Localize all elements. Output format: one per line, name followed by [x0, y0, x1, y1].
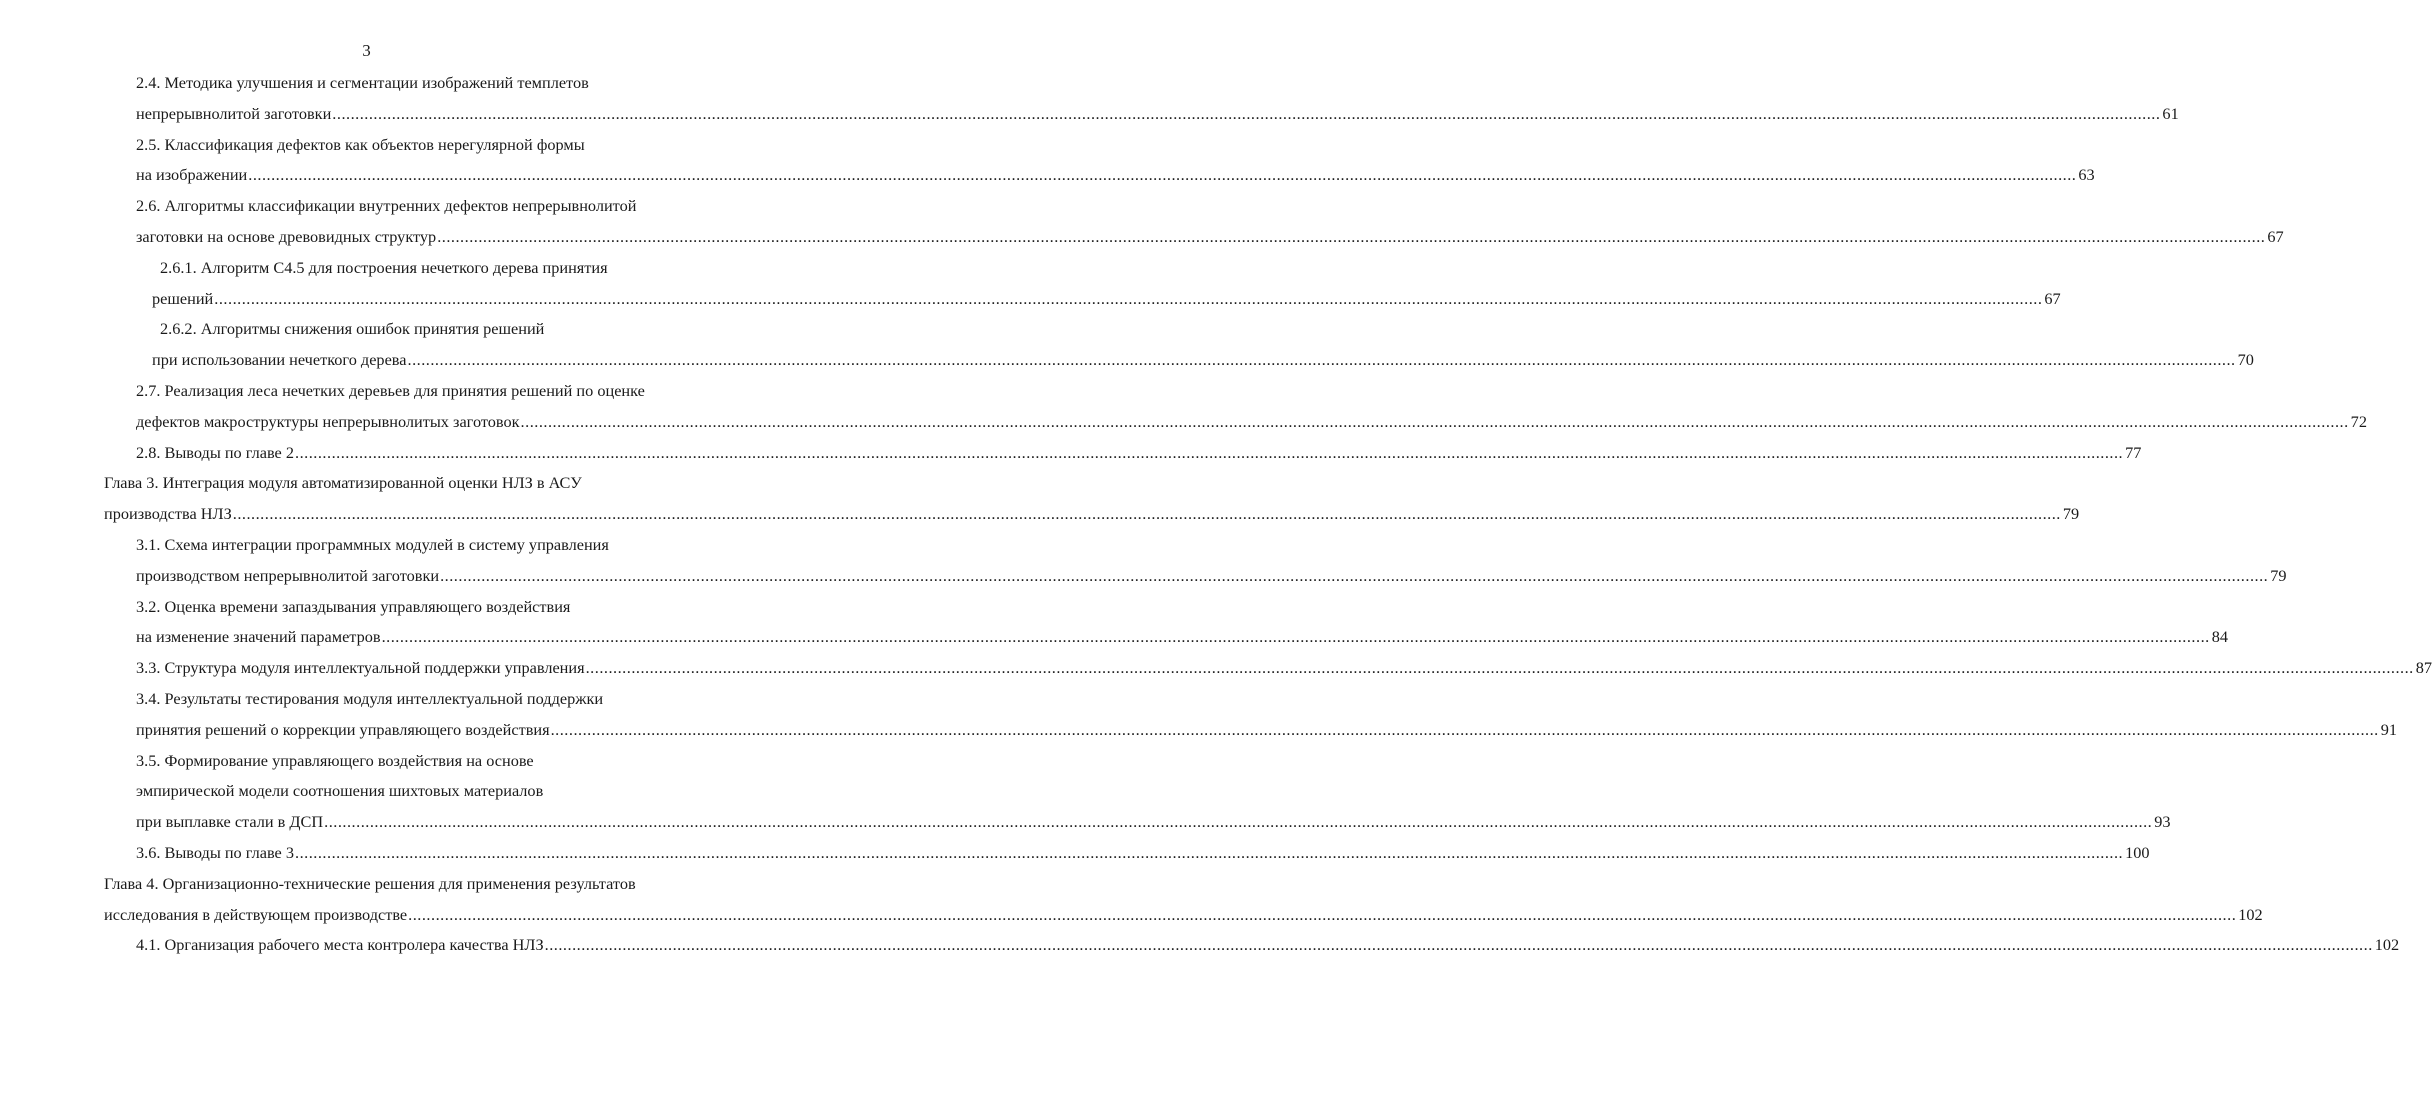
- toc-entry[interactable]: [0, 530, 2287, 592]
- toc-entry[interactable]: [0, 468, 2080, 530]
- toc-entry[interactable]: [0, 253, 2061, 315]
- toc-entry[interactable]: [0, 376, 2367, 438]
- toc-entry[interactable]: [0, 191, 2284, 253]
- toc-entry-title: эмпирической модели соотношения шихтовых материалов: [136, 781, 544, 801]
- toc-page-number: 91: [2380, 719, 2397, 739]
- toc-entry-title: 2.7. Реализация леса нечетких деревьев для принятия решений по оценке: [136, 380, 645, 400]
- toc-entry-title: 3.3. Структура модуля интеллектуальной поддержки управления: [136, 658, 585, 678]
- dot-leader: ................................................................................................................................................................................................................................................................................................................................................................................................................: [520, 411, 2349, 431]
- toc-entry-title: при использовании нечеткого дерева: [152, 350, 407, 370]
- toc-entry[interactable]: [0, 930, 2400, 961]
- dot-leader: ................................................................................................................................................................................................................................................................................................................................................................................................................: [214, 288, 2043, 308]
- toc-entry-title: 2.8. Выводы по главе 2: [136, 442, 294, 462]
- toc-page-number: 102: [2238, 904, 2263, 924]
- toc-entry-title: решений: [152, 288, 214, 308]
- toc-entry-title: принятия решений о коррекции управляющего воздействия: [136, 719, 550, 739]
- toc-entry-title: 2.4. Методика улучшения и сегментации изображений темплетов: [136, 73, 589, 92]
- toc-page-number: 93: [2154, 812, 2171, 832]
- toc-page-number: 79: [2062, 504, 2080, 524]
- dot-leader: ................................................................................................................................................................................................................................................................................................................................................................................................................: [408, 904, 2237, 924]
- toc-entry[interactable]: [0, 314, 2254, 376]
- toc-entry-title: производством непрерывнолитой заготовки: [136, 565, 440, 585]
- toc-entry[interactable]: [0, 746, 2171, 838]
- toc-entry[interactable]: [0, 592, 2228, 654]
- dot-leader: ................................................................................................................................................................................................................................................................................................................................................................................................................: [295, 442, 2124, 462]
- toc-entry[interactable]: [0, 438, 2142, 469]
- toc-entry-title: 2.6. Алгоритмы классификации внутренних дефектов непрерывнолитой: [136, 196, 637, 216]
- toc-entry-title: заготовки на основе древовидных структур: [136, 226, 437, 246]
- toc-entry-title: 4.1. Организация рабочего места контролера качества НЛЗ: [136, 935, 544, 955]
- dot-leader: ................................................................................................................................................................................................................................................................................................................................................................................................................: [248, 165, 2077, 185]
- toc-entry-title: 3.5. Формирование управляющего воздействия на основе: [136, 750, 534, 770]
- dot-leader: ................................................................................................................................................................................................................................................................................................................................................................................................................: [407, 350, 2236, 370]
- dot-leader: ................................................................................................................................................................................................................................................................................................................................................................................................................: [585, 658, 2414, 678]
- toc-page-number: 67: [2267, 226, 2284, 246]
- dot-leader: ................................................................................................................................................................................................................................................................................................................................................................................................................: [437, 226, 2266, 246]
- toc-entry[interactable]: [0, 684, 2397, 746]
- toc-page-number: 61: [2162, 103, 2179, 123]
- toc-entry[interactable]: [0, 130, 2095, 192]
- table-of-contents: [0, 68, 2432, 961]
- toc-page-number: 77: [2125, 442, 2142, 462]
- toc-page-number: 70: [2237, 350, 2254, 370]
- toc-entry-title: 2.5. Классификация дефектов как объектов нерегулярной формы: [136, 134, 585, 154]
- toc-page-number: 72: [2350, 411, 2367, 431]
- toc-entry-title: 3.2. Оценка времени запаздывания управляющего воздействия: [136, 596, 571, 616]
- toc-page-number: 63: [2078, 165, 2095, 185]
- page-number: 3: [362, 41, 371, 60]
- dot-leader: ................................................................................................................................................................................................................................................................................................................................................................................................................: [324, 812, 2153, 832]
- toc-entry-title: непрерывнолитой заготовки: [136, 103, 332, 123]
- toc-page-number: 79: [2270, 565, 2287, 585]
- toc-entry[interactable]: [0, 838, 2150, 869]
- toc-entry-title: при выплавке стали в ДСП: [136, 812, 324, 832]
- toc-entry-title: 2.6.2. Алгоритмы снижения ошибок принятия решений: [160, 319, 545, 339]
- toc-entry-title: производства НЛЗ: [104, 504, 232, 524]
- toc-entry-title: Глава 4. Организационно-технические решения для применения результатов: [104, 873, 636, 893]
- toc-entry-title: 3.1. Схема интеграции программных модулей в систему управления: [136, 534, 609, 554]
- dot-leader: ................................................................................................................................................................................................................................................................................................................................................................................................................: [550, 719, 2379, 739]
- dot-leader: ................................................................................................................................................................................................................................................................................................................................................................................................................: [440, 565, 2269, 585]
- toc-entry[interactable]: [0, 653, 2432, 684]
- dot-leader: ................................................................................................................................................................................................................................................................................................................................................................................................................: [295, 842, 2124, 862]
- toc-entry-title: 3.4. Результаты тестирования модуля интеллектуальной поддержки: [136, 688, 604, 708]
- toc-page-number: 102: [2374, 935, 2400, 955]
- toc-page-number: 100: [2125, 842, 2150, 862]
- toc-entry[interactable]: [0, 869, 2263, 931]
- toc-page-number: 84: [2211, 627, 2228, 647]
- toc-entry-title: исследования в действующем производстве: [104, 904, 408, 924]
- dot-leader: ................................................................................................................................................................................................................................................................................................................................................................................................................: [332, 103, 2161, 123]
- dot-leader: ................................................................................................................................................................................................................................................................................................................................................................................................................: [232, 504, 2061, 524]
- dot-leader: ................................................................................................................................................................................................................................................................................................................................................................................................................: [381, 627, 2210, 647]
- toc-entry-title: на изменение значений параметров: [136, 627, 381, 647]
- dot-leader: ................................................................................................................................................................................................................................................................................................................................................................................................................: [544, 935, 2373, 955]
- toc-entry-title: дефектов макроструктуры непрерывнолитых заготовок: [136, 411, 520, 431]
- toc-entry-title: Глава 3. Интеграция модуля автоматизированной оценки НЛЗ в АСУ: [104, 473, 582, 493]
- toc-entry[interactable]: [0, 68, 2179, 130]
- toc-entry-title: 2.6.1. Алгоритм С4.5 для построения нечеткого дерева принятия: [160, 257, 608, 277]
- toc-entry-title: на изображении: [136, 165, 248, 185]
- toc-page-number: 87: [2415, 658, 2432, 678]
- toc-entry-title: 3.6. Выводы по главе 3: [136, 842, 294, 862]
- toc-page-number: 67: [2044, 288, 2061, 308]
